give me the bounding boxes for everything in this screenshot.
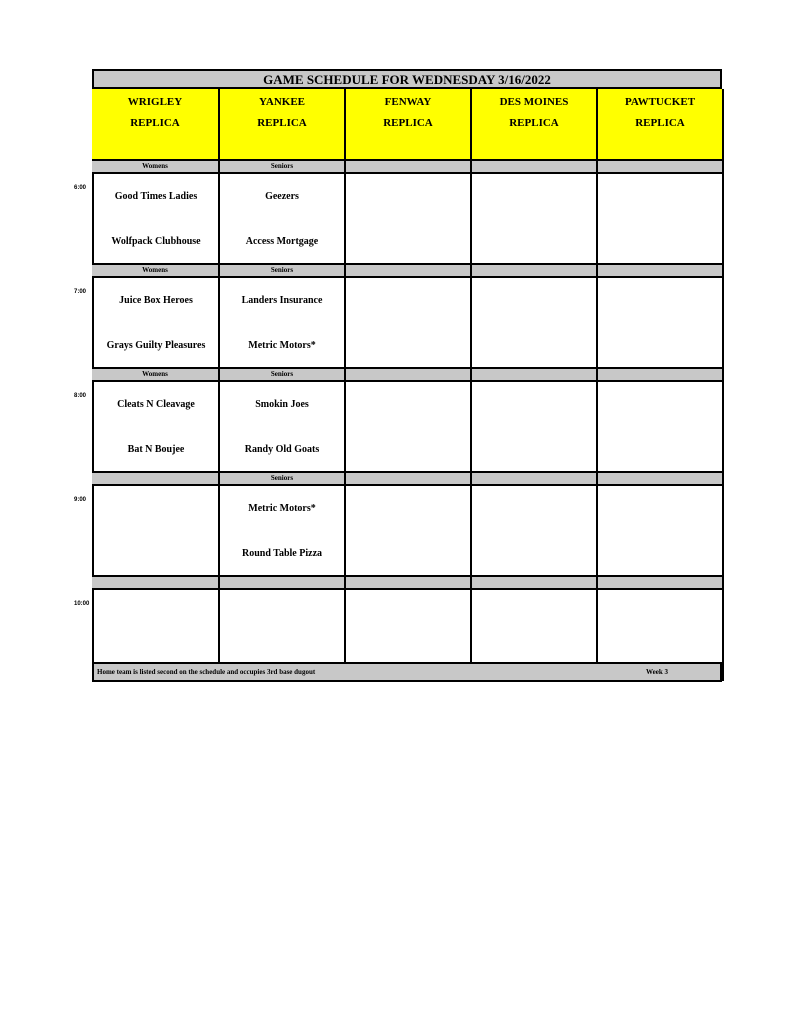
field-header-3 (346, 89, 472, 161)
game-cell (92, 380, 220, 473)
field-header-4 (472, 89, 598, 161)
game-cell (470, 276, 598, 369)
game-cell (596, 172, 724, 265)
game-cell (344, 380, 472, 473)
division-label (346, 369, 472, 380)
away-team: Good Times Ladies (114, 191, 198, 202)
home-team: Randy Old Goats (244, 444, 320, 455)
footer-note: Home team is listed second on the schedule and occupies 3rd base dugout (97, 668, 316, 676)
home-team: Bat N Boujee (127, 444, 185, 455)
home-team: Wolfpack Clubhouse (111, 236, 201, 247)
game-cell (344, 484, 472, 577)
game-cell (470, 172, 598, 265)
game-cell (470, 484, 598, 577)
schedule-sheet (92, 69, 722, 682)
division-label (598, 265, 724, 276)
week-label: Week 3 (646, 668, 668, 676)
division-label (92, 473, 220, 484)
division-label (472, 161, 598, 172)
field-subtitle: REPLICA (635, 117, 685, 129)
game-cell (344, 172, 472, 265)
division-label (92, 577, 220, 588)
game-cell (92, 484, 220, 577)
away-team: Cleats N Cleavage (117, 399, 195, 410)
field-name: YANKEE (258, 96, 306, 108)
field-name: FENWAY (384, 96, 432, 108)
game-cell (596, 276, 724, 369)
away-team: Geezers (265, 191, 299, 202)
division-label (472, 577, 598, 588)
home-team: Access Mortgage (245, 236, 319, 247)
field-header-row (92, 89, 722, 161)
division-label: Womens (92, 161, 220, 172)
division-label: Womens (92, 369, 220, 380)
time-label: 9:00 (74, 497, 87, 503)
division-label (346, 473, 472, 484)
time-label: 6:00 (74, 185, 87, 191)
game-cell (218, 172, 346, 265)
home-team: Round Table Pizza (241, 548, 323, 559)
division-label (598, 369, 724, 380)
division-row (92, 161, 722, 172)
division-label (346, 161, 472, 172)
field-header-2 (220, 89, 346, 161)
field-subtitle: REPLICA (383, 117, 433, 129)
schedule-footer (92, 662, 722, 682)
game-cell (218, 276, 346, 369)
division-row (92, 265, 722, 276)
field-subtitle: REPLICA (257, 117, 307, 129)
field-header-1 (92, 89, 220, 161)
game-cell (470, 380, 598, 473)
division-label (472, 473, 598, 484)
division-label: Seniors (220, 265, 346, 276)
division-label (598, 577, 724, 588)
game-cell (596, 484, 724, 577)
field-name: WRIGLEY (127, 96, 183, 108)
time-label: 7:00 (74, 289, 87, 295)
division-label (598, 161, 724, 172)
division-label (472, 369, 598, 380)
away-team: Landers Insurance (241, 295, 323, 306)
home-team: Metric Motors* (248, 340, 316, 351)
division-label (598, 473, 724, 484)
division-label: Seniors (220, 473, 346, 484)
division-row (92, 473, 722, 484)
game-cell (218, 380, 346, 473)
game-cell (92, 172, 220, 265)
division-label (472, 265, 598, 276)
division-row (92, 369, 722, 380)
field-subtitle: REPLICA (509, 117, 559, 129)
game-cell (596, 380, 724, 473)
division-label (346, 577, 472, 588)
home-team: Grays Guilty Pleasures (106, 340, 206, 351)
game-cell (218, 484, 346, 577)
field-name: PAWTUCKET (624, 96, 696, 108)
field-name: DES MOINES (499, 96, 569, 108)
time-label: 10:00 (74, 601, 90, 607)
division-row (92, 577, 722, 588)
game-cell (92, 276, 220, 369)
division-label (346, 265, 472, 276)
schedule-title: GAME SCHEDULE FOR WEDNESDAY 3/16/2022 (92, 69, 722, 89)
away-team: Metric Motors* (248, 503, 316, 514)
field-header-5 (598, 89, 724, 161)
away-team: Juice Box Heroes (119, 295, 193, 306)
field-subtitle: REPLICA (130, 117, 180, 129)
division-label: Womens (92, 265, 220, 276)
game-cell (344, 276, 472, 369)
away-team: Smokin Joes (255, 399, 309, 410)
time-label: 8:00 (74, 393, 87, 399)
division-label: Seniors (220, 369, 346, 380)
division-label: Seniors (220, 161, 346, 172)
division-label (220, 577, 346, 588)
